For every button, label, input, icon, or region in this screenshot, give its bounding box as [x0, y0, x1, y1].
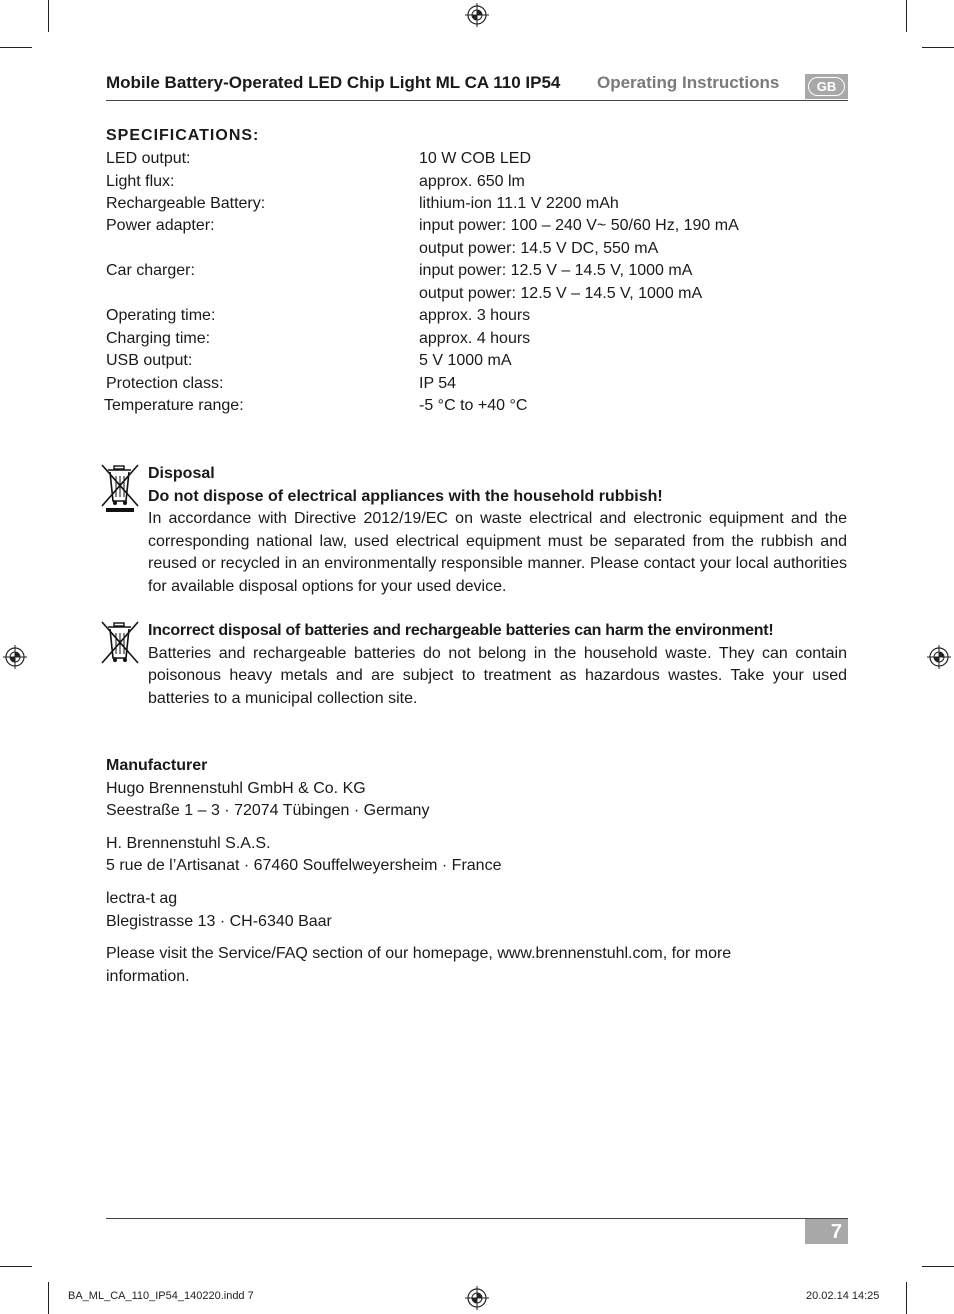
crop-mark [922, 1266, 954, 1267]
spec-value: approx. 3 hours [419, 307, 531, 324]
spec-row [106, 171, 806, 193]
spec-row [106, 305, 806, 327]
spec-label: USB output: [106, 352, 193, 369]
crossed-out-bin-icon [100, 620, 140, 664]
spec-value: output power: 14.5 V DC, 550 mA [419, 240, 659, 257]
page-number: 7 [805, 1219, 848, 1244]
crop-mark [0, 1266, 32, 1267]
disposal-section [148, 463, 847, 598]
spec-value: input power: 100 – 240 V~ 50/60 Hz, 190 mA [419, 217, 739, 234]
battery-warning: Incorrect disposal of batteries and rechargeable batteries can harm the environment! [148, 622, 774, 639]
spec-row [104, 395, 804, 417]
spec-label: Operating time: [106, 307, 216, 324]
language-badge-label: GB [808, 77, 845, 96]
spec-value: approx. 4 hours [419, 330, 531, 347]
crop-mark [48, 1282, 49, 1314]
spec-label: Protection class: [106, 375, 224, 392]
crop-mark [906, 0, 907, 32]
crop-mark [922, 47, 954, 48]
spec-row [106, 148, 806, 170]
spec-label: LED output: [106, 150, 191, 167]
document-title: Mobile Battery-Operated LED Chip Light ML CA 110 IP54 [106, 73, 561, 92]
spec-value: approx. 650 lm [419, 173, 525, 190]
manufacturer-address: 5 rue de l’Artisanat · 67460 Souffelweyersheim · France [106, 857, 502, 874]
specifications-heading: SPECIFICATIONS: [106, 127, 260, 144]
spec-label: Temperature range: [104, 397, 244, 414]
spec-row [106, 373, 806, 395]
battery-body: Batteries and rechargeable batteries do not belong in the household waste. They can contain poisonous heavy metals and are subject to treatment as hazardous wastes. Take your used batteries to a municipal collection site. [148, 644, 847, 707]
spec-value: 10 W COB LED [419, 150, 532, 167]
spec-row [106, 350, 806, 372]
spec-row [106, 215, 806, 237]
disposal-warning: Do not dispose of electrical appliances with the household rubbish! [148, 487, 663, 505]
manufacturer-address: Seestraße 1 – 3 · 72074 Tübingen · Germany [106, 802, 430, 819]
spec-row [106, 193, 806, 215]
spec-value: lithium-ion 11.1 V 2200 mAh [419, 195, 619, 212]
spec-label: Car charger: [106, 262, 195, 279]
spec-row [106, 260, 806, 282]
file-slug: BA_ML_CA_110_IP54_140220.indd 7 [68, 1290, 254, 1302]
header-rule [106, 100, 848, 101]
spec-row [106, 238, 806, 260]
spec-label: Light flux: [106, 173, 175, 190]
registration-mark-icon [3, 645, 27, 669]
spec-value: output power: 12.5 V – 14.5 V, 1000 mA [419, 285, 703, 302]
date-slug: 20.02.14 14:25 [806, 1290, 880, 1302]
crossed-out-bin-icon [100, 463, 140, 513]
spec-label: Rechargeable Battery: [106, 195, 266, 212]
crop-mark [0, 47, 32, 48]
registration-mark-icon [465, 3, 489, 27]
registration-mark-icon [927, 645, 951, 669]
crop-mark [48, 0, 49, 32]
disposal-heading: Disposal [148, 465, 215, 482]
manufacturer-name: lectra-t ag [106, 890, 178, 907]
spec-value: input power: 12.5 V – 14.5 V, 1000 mA [419, 262, 693, 279]
spec-row [106, 283, 806, 305]
spec-value: IP 54 [419, 375, 457, 392]
language-badge [805, 74, 848, 99]
battery-disposal-section [148, 620, 847, 710]
spec-row [106, 328, 806, 350]
manufacturer-address: Blegistrasse 13 · CH-6340 Baar [106, 913, 332, 930]
spec-label: Power adapter: [106, 217, 215, 234]
manufacturer-name: H. Brennenstuhl S.A.S. [106, 835, 271, 852]
footer-rule [106, 1218, 848, 1219]
service-note: Please visit the Service/FAQ section of our homepage, www.brennenstuhl.com, for more information. [106, 945, 732, 985]
manufacturer-name: Hugo Brennenstuhl GmbH & Co. KG [106, 780, 366, 797]
spec-value: 5 V 1000 mA [419, 352, 512, 369]
disposal-body: In accordance with Directive 2012/19/EC on waste electrical and electronic equipment and the corresponding national law, used electrical equipment must be separated from the rubbish and reused or recycled in an environmentally responsible manner. Please contact your local authorities for available disposal options for your used device. [148, 510, 847, 595]
spec-label: Charging time: [106, 330, 211, 347]
spec-value: -5 °C to +40 °C [419, 397, 528, 414]
manufacturer-heading: Manufacturer [106, 757, 208, 774]
crop-mark [906, 1282, 907, 1314]
registration-mark-icon [465, 1286, 489, 1310]
document-subtitle: Operating Instructions [597, 73, 780, 92]
